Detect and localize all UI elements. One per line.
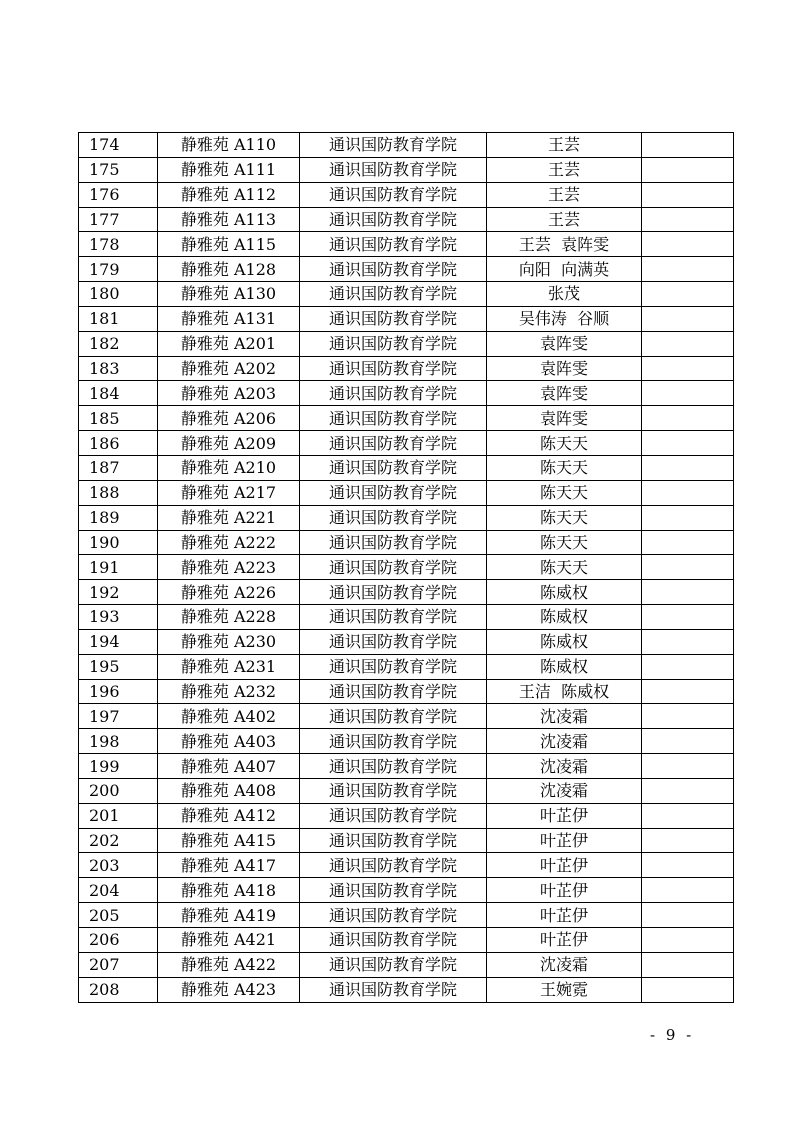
table-row: [79, 282, 734, 307]
staff-cell: 张茂: [487, 282, 642, 307]
row-number-cell: 178: [79, 232, 158, 257]
college-cell: 通识国防教育学院: [300, 754, 487, 779]
table-row: [79, 828, 734, 853]
note-cell: [642, 331, 734, 356]
table-row: [79, 431, 734, 456]
room-cell: 静雅苑 A210: [158, 455, 300, 480]
college-cell: 通识国防教育学院: [300, 629, 487, 654]
college-cell: 通识国防教育学院: [300, 157, 487, 182]
table-row: [79, 679, 734, 704]
note-cell: [642, 232, 734, 257]
college-cell: 通识国防教育学院: [300, 505, 487, 530]
staff-cell: 袁阵雯: [487, 331, 642, 356]
table-row: [79, 207, 734, 232]
table-row: [79, 356, 734, 381]
room-cell: 静雅苑 A217: [158, 480, 300, 505]
note-cell: [642, 729, 734, 754]
table-row: [79, 580, 734, 605]
room-cell: 静雅苑 A111: [158, 157, 300, 182]
row-number-cell: 194: [79, 629, 158, 654]
table-row: [79, 878, 734, 903]
table-row: [79, 306, 734, 331]
staff-cell: 陈威权: [487, 605, 642, 630]
staff-cell: 沈凌霜: [487, 778, 642, 803]
room-cell: 静雅苑 A221: [158, 505, 300, 530]
room-cell: 静雅苑 A112: [158, 182, 300, 207]
room-cell: 静雅苑 A228: [158, 605, 300, 630]
note-cell: [642, 356, 734, 381]
row-number-cell: 203: [79, 853, 158, 878]
room-cell: 静雅苑 A417: [158, 853, 300, 878]
note-cell: [642, 133, 734, 158]
table-row: [79, 331, 734, 356]
row-number-cell: 193: [79, 605, 158, 630]
room-cell: 静雅苑 A115: [158, 232, 300, 257]
staff-cell: 叶芷伊: [487, 878, 642, 903]
room-cell: 静雅苑 A418: [158, 878, 300, 903]
table-row: [79, 654, 734, 679]
staff-cell: 陈威权: [487, 580, 642, 605]
row-number-cell: 191: [79, 555, 158, 580]
note-cell: [642, 182, 734, 207]
room-cell: 静雅苑 A222: [158, 530, 300, 555]
room-cell: 静雅苑 A407: [158, 754, 300, 779]
note-cell: [642, 431, 734, 456]
note-cell: [642, 977, 734, 1002]
room-cell: 静雅苑 A230: [158, 629, 300, 654]
table-row: [79, 977, 734, 1002]
staff-cell: 沈凌霜: [487, 704, 642, 729]
college-cell: 通识国防教育学院: [300, 778, 487, 803]
row-number-cell: 180: [79, 282, 158, 307]
table-row: [79, 928, 734, 953]
note-cell: [642, 306, 734, 331]
table-row: [79, 754, 734, 779]
row-number-cell: 189: [79, 505, 158, 530]
staff-cell: 王芸: [487, 157, 642, 182]
note-cell: [642, 629, 734, 654]
table-row: [79, 530, 734, 555]
table-row: [79, 480, 734, 505]
table-row: [79, 505, 734, 530]
note-cell: [642, 778, 734, 803]
table-row: [79, 232, 734, 257]
college-cell: 通识国防教育学院: [300, 580, 487, 605]
college-cell: 通识国防教育学院: [300, 406, 487, 431]
row-number-cell: 199: [79, 754, 158, 779]
note-cell: [642, 654, 734, 679]
room-cell: 静雅苑 A408: [158, 778, 300, 803]
row-number-cell: 197: [79, 704, 158, 729]
staff-cell: 叶芷伊: [487, 828, 642, 853]
room-cell: 静雅苑 A421: [158, 928, 300, 953]
college-cell: 通识国防教育学院: [300, 431, 487, 456]
row-number-cell: 179: [79, 257, 158, 282]
note-cell: [642, 928, 734, 953]
room-cell: 静雅苑 A130: [158, 282, 300, 307]
note-cell: [642, 257, 734, 282]
staff-cell: 陈威权: [487, 629, 642, 654]
note-cell: [642, 903, 734, 928]
staff-cell: 吴伟涛 谷顺: [487, 306, 642, 331]
staff-cell: 陈天天: [487, 455, 642, 480]
room-cell: 静雅苑 A206: [158, 406, 300, 431]
row-number-cell: 184: [79, 381, 158, 406]
college-cell: 通识国防教育学院: [300, 257, 487, 282]
staff-cell: 叶芷伊: [487, 928, 642, 953]
note-cell: [642, 406, 734, 431]
room-cell: 静雅苑 A423: [158, 977, 300, 1002]
table-row: [79, 157, 734, 182]
note-cell: [642, 480, 734, 505]
row-number-cell: 174: [79, 133, 158, 158]
room-cell: 静雅苑 A113: [158, 207, 300, 232]
college-cell: 通识国防教育学院: [300, 704, 487, 729]
college-cell: 通识国防教育学院: [300, 878, 487, 903]
room-cell: 静雅苑 A415: [158, 828, 300, 853]
note-cell: [642, 455, 734, 480]
staff-cell: 沈凌霜: [487, 729, 642, 754]
room-cell: 静雅苑 A402: [158, 704, 300, 729]
college-cell: 通识国防教育学院: [300, 679, 487, 704]
table-row: [79, 704, 734, 729]
college-cell: 通识国防教育学院: [300, 381, 487, 406]
room-cell: 静雅苑 A232: [158, 679, 300, 704]
college-cell: 通识国防教育学院: [300, 530, 487, 555]
college-cell: 通识国防教育学院: [300, 903, 487, 928]
table-row: [79, 133, 734, 158]
college-cell: 通识国防教育学院: [300, 952, 487, 977]
room-cell: 静雅苑 A231: [158, 654, 300, 679]
row-number-cell: 201: [79, 803, 158, 828]
college-cell: 通识国防教育学院: [300, 480, 487, 505]
staff-cell: 王芸: [487, 182, 642, 207]
room-cell: 静雅苑 A110: [158, 133, 300, 158]
college-cell: 通识国防教育学院: [300, 306, 487, 331]
college-cell: 通识国防教育学院: [300, 356, 487, 381]
note-cell: [642, 605, 734, 630]
staff-cell: 陈天天: [487, 505, 642, 530]
college-cell: 通识国防教育学院: [300, 207, 487, 232]
staff-cell: 王芸: [487, 207, 642, 232]
row-number-cell: 187: [79, 455, 158, 480]
staff-cell: 陈天天: [487, 431, 642, 456]
staff-cell: 沈凌霜: [487, 952, 642, 977]
table-body: [79, 133, 734, 1003]
row-number-cell: 175: [79, 157, 158, 182]
table-row: [79, 406, 734, 431]
row-number-cell: 206: [79, 928, 158, 953]
table-row: [79, 729, 734, 754]
staff-cell: 陈天天: [487, 555, 642, 580]
college-cell: 通识国防教育学院: [300, 133, 487, 158]
row-number-cell: 208: [79, 977, 158, 1002]
note-cell: [642, 803, 734, 828]
room-cell: 静雅苑 A403: [158, 729, 300, 754]
college-cell: 通识国防教育学院: [300, 282, 487, 307]
college-cell: 通识国防教育学院: [300, 605, 487, 630]
room-cell: 静雅苑 A412: [158, 803, 300, 828]
room-cell: 静雅苑 A226: [158, 580, 300, 605]
college-cell: 通识国防教育学院: [300, 803, 487, 828]
table-row: [79, 803, 734, 828]
dormitory-assignment-table: [78, 132, 734, 1003]
table-row: [79, 853, 734, 878]
room-cell: 静雅苑 A131: [158, 306, 300, 331]
table-row: [79, 952, 734, 977]
row-number-cell: 186: [79, 431, 158, 456]
row-number-cell: 182: [79, 331, 158, 356]
college-cell: 通识国防教育学院: [300, 654, 487, 679]
college-cell: 通识国防教育学院: [300, 977, 487, 1002]
note-cell: [642, 952, 734, 977]
table-row: [79, 381, 734, 406]
staff-cell: 叶芷伊: [487, 803, 642, 828]
note-cell: [642, 505, 734, 530]
table-row: [79, 605, 734, 630]
table-row: [79, 778, 734, 803]
staff-cell: 陈天天: [487, 530, 642, 555]
table-row: [79, 903, 734, 928]
row-number-cell: 195: [79, 654, 158, 679]
note-cell: [642, 828, 734, 853]
room-cell: 静雅苑 A419: [158, 903, 300, 928]
row-number-cell: 188: [79, 480, 158, 505]
table-row: [79, 182, 734, 207]
row-number-cell: 204: [79, 878, 158, 903]
note-cell: [642, 207, 734, 232]
room-cell: 静雅苑 A209: [158, 431, 300, 456]
row-number-cell: 181: [79, 306, 158, 331]
note-cell: [642, 679, 734, 704]
note-cell: [642, 580, 734, 605]
college-cell: 通识国防教育学院: [300, 331, 487, 356]
row-number-cell: 185: [79, 406, 158, 431]
staff-cell: 叶芷伊: [487, 903, 642, 928]
note-cell: [642, 878, 734, 903]
row-number-cell: 177: [79, 207, 158, 232]
room-cell: 静雅苑 A202: [158, 356, 300, 381]
room-cell: 静雅苑 A201: [158, 331, 300, 356]
staff-cell: 袁阵雯: [487, 381, 642, 406]
page-number: - 9 -: [650, 1026, 695, 1044]
table-row: [79, 555, 734, 580]
college-cell: 通识国防教育学院: [300, 828, 487, 853]
note-cell: [642, 853, 734, 878]
table-row: [79, 629, 734, 654]
staff-cell: 袁阵雯: [487, 356, 642, 381]
note-cell: [642, 555, 734, 580]
row-number-cell: 205: [79, 903, 158, 928]
row-number-cell: 207: [79, 952, 158, 977]
staff-cell: 叶芷伊: [487, 853, 642, 878]
staff-cell: 袁阵雯: [487, 406, 642, 431]
college-cell: 通识国防教育学院: [300, 182, 487, 207]
row-number-cell: 196: [79, 679, 158, 704]
note-cell: [642, 157, 734, 182]
room-cell: 静雅苑 A203: [158, 381, 300, 406]
table-row: [79, 257, 734, 282]
row-number-cell: 183: [79, 356, 158, 381]
staff-cell: 王婉霓: [487, 977, 642, 1002]
college-cell: 通识国防教育学院: [300, 928, 487, 953]
row-number-cell: 198: [79, 729, 158, 754]
row-number-cell: 190: [79, 530, 158, 555]
staff-cell: 沈凌霜: [487, 754, 642, 779]
note-cell: [642, 754, 734, 779]
row-number-cell: 202: [79, 828, 158, 853]
college-cell: 通识国防教育学院: [300, 853, 487, 878]
staff-cell: 陈威权: [487, 654, 642, 679]
room-cell: 静雅苑 A128: [158, 257, 300, 282]
college-cell: 通识国防教育学院: [300, 232, 487, 257]
college-cell: 通识国防教育学院: [300, 455, 487, 480]
note-cell: [642, 530, 734, 555]
room-cell: 静雅苑 A223: [158, 555, 300, 580]
staff-cell: 王芸 袁阵雯: [487, 232, 642, 257]
staff-cell: 王芸: [487, 133, 642, 158]
staff-cell: 向阳 向满英: [487, 257, 642, 282]
room-cell: 静雅苑 A422: [158, 952, 300, 977]
table-row: [79, 455, 734, 480]
college-cell: 通识国防教育学院: [300, 555, 487, 580]
row-number-cell: 192: [79, 580, 158, 605]
staff-cell: 陈天天: [487, 480, 642, 505]
row-number-cell: 176: [79, 182, 158, 207]
row-number-cell: 200: [79, 778, 158, 803]
college-cell: 通识国防教育学院: [300, 729, 487, 754]
staff-cell: 王洁 陈威权: [487, 679, 642, 704]
note-cell: [642, 381, 734, 406]
note-cell: [642, 282, 734, 307]
note-cell: [642, 704, 734, 729]
